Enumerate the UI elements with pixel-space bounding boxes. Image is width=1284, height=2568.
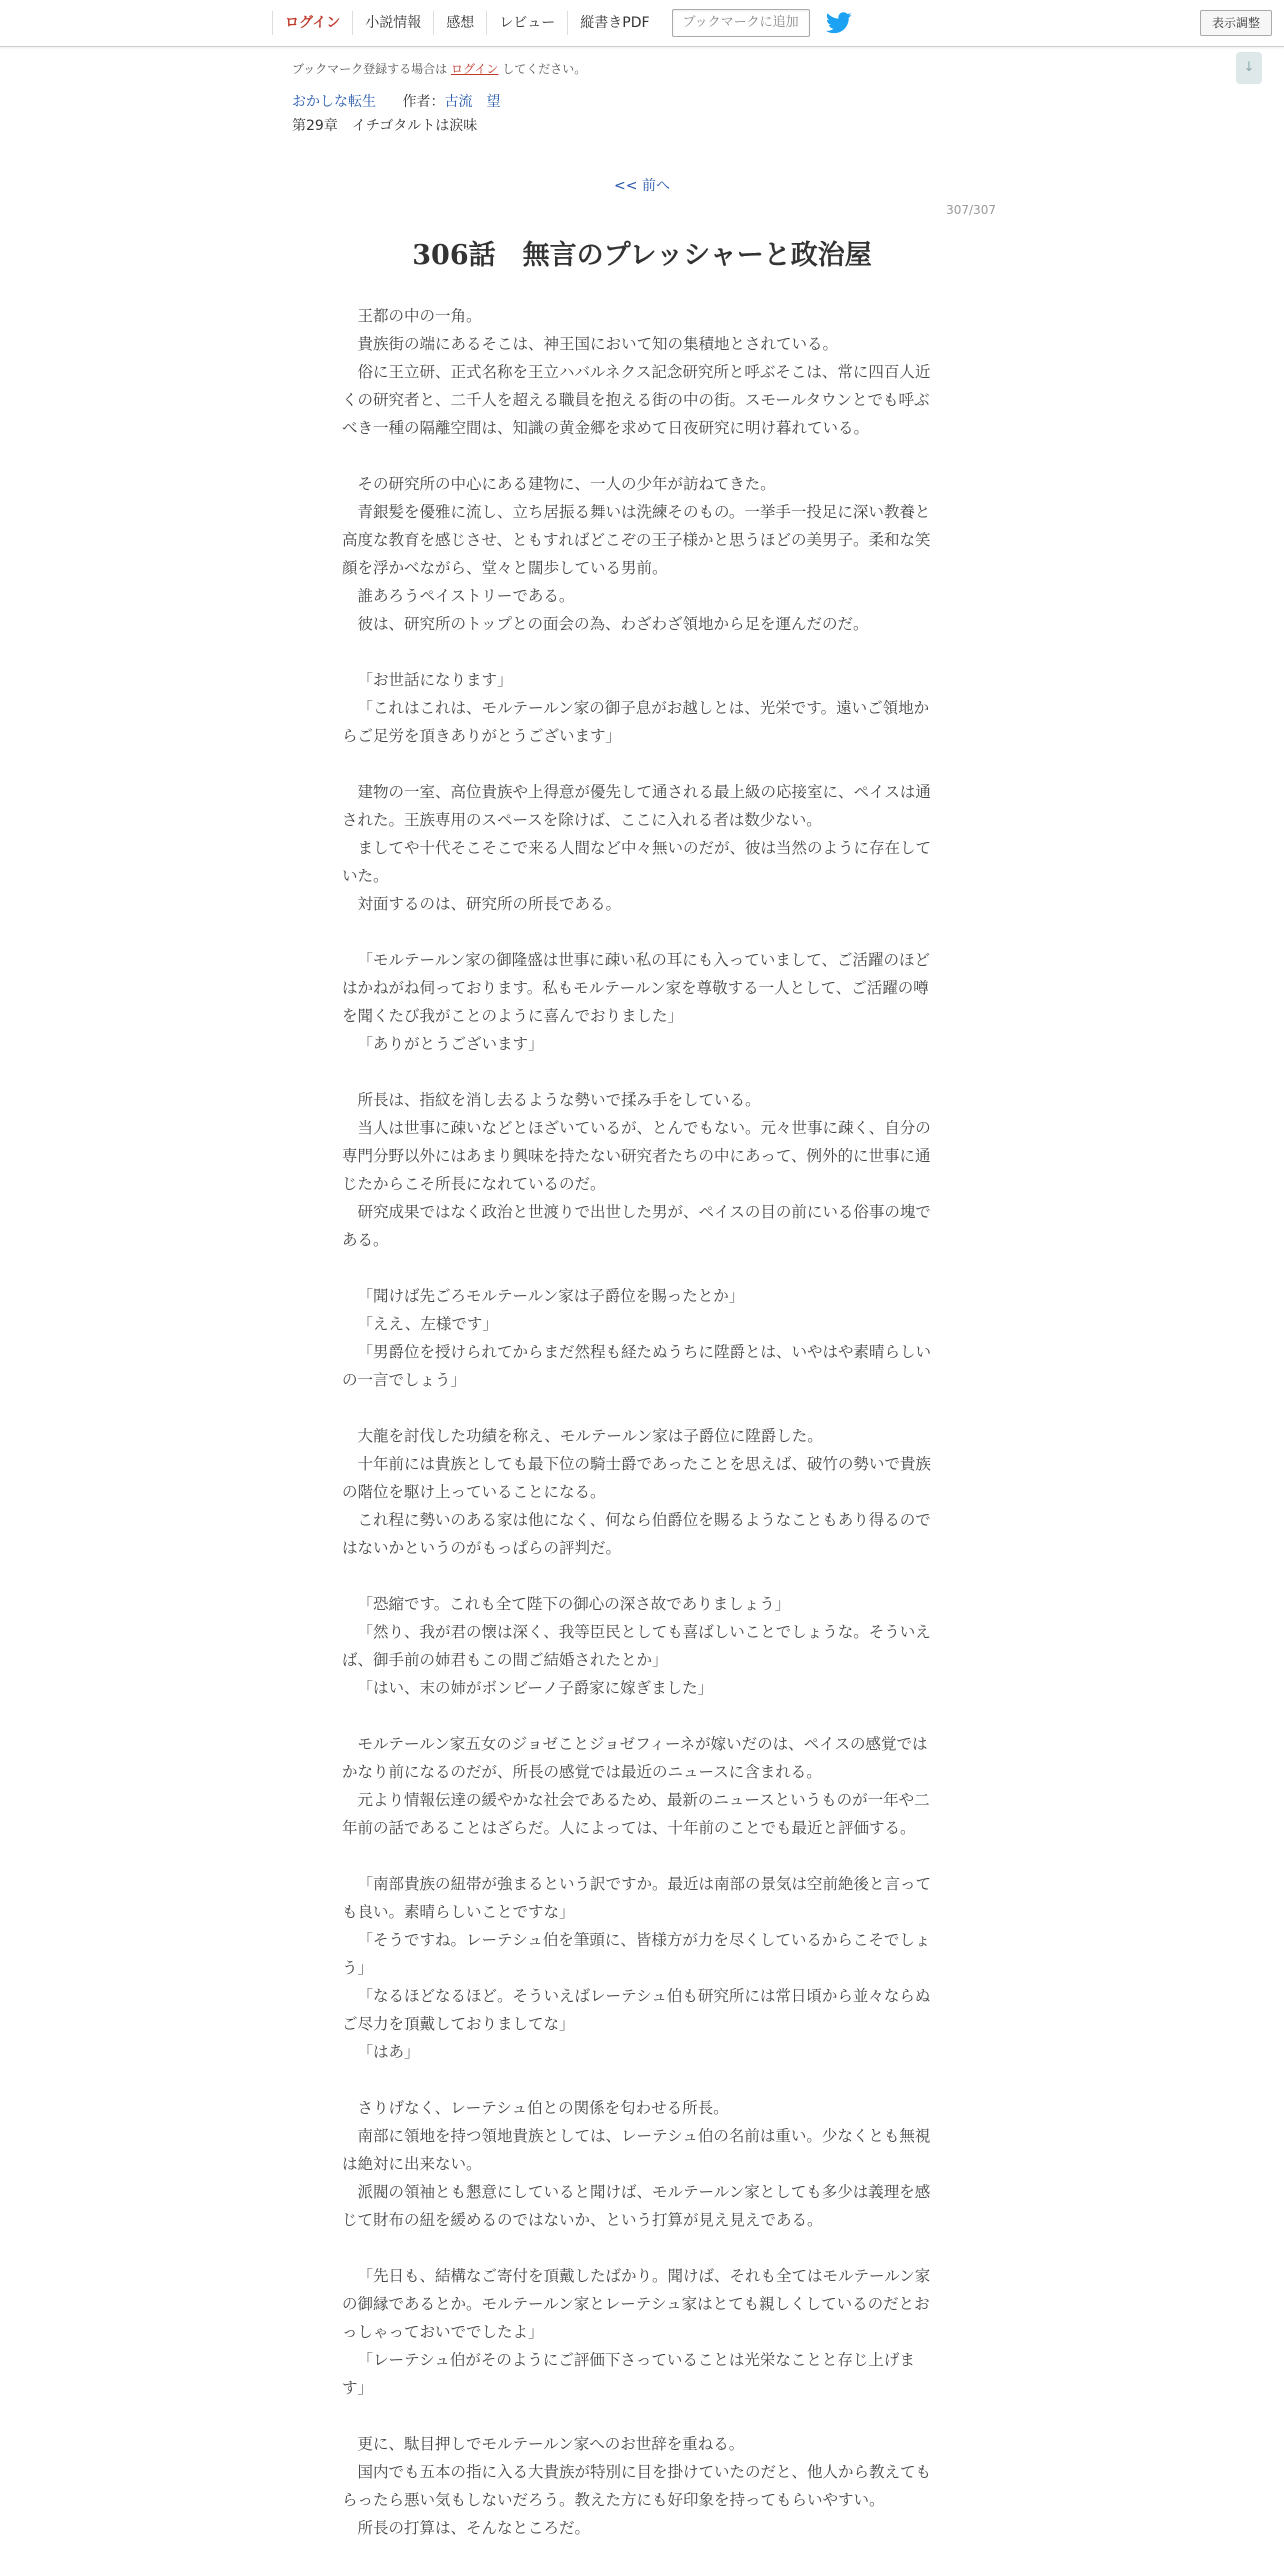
body-paragraph: 「ありがとうございます」 [357,1035,544,1053]
body-paragraph: 更に、駄目押しでモルテールン家へのお世辞を重ねる。 [357,2435,745,2453]
body-paragraph: 所長の打算は、そんなところだ。 [357,2519,591,2537]
episode-title: 306話 無言のプレッシャーと政治屋 [412,240,872,271]
body-paragraph: 「モルテールン家の御隆盛は世事に疎い私の耳にも入っていまして、ご活躍のほどはかねがね伺っております。私もモルテールン家を尊敬する一人として、ご活躍の噂を聞くたび我がことのように喜んでおりました」 [342,951,930,1025]
blank-line [342,2402,934,2430]
blank-line [342,1394,934,1422]
body-paragraph: 「なるほどなるほど。そういえばレーテシュ伯も研究所には常日頃から並々ならぬご尽力を頂戴しておりましてな」 [342,1987,931,2033]
body-paragraph: 「先日も、結構なご寄付を頂戴したばかり。聞けば、それも全てはモルテールン家の御縁であるとか。モルテールン家とレーテシュ家はとても親しくしているのだとおっしゃっておいででしたよ」 [342,2267,931,2341]
body-paragraph: 研究成果ではなく政治と世渡りで出世した男が、ペイスの目の前にいる俗事の塊である。 [342,1203,931,1249]
body-paragraph: 「お世話になります」 [357,671,513,689]
author-label: 作者： [402,94,445,110]
work-info [292,60,992,136]
work-title-line [292,92,992,112]
body-paragraph: 「然り、我が君の懐は深く、我等臣民としても喜ばしいことでしょうな。そういえば、御手前の姉君もこの間ご結婚されたとか」 [342,1623,931,1669]
body-paragraph: 建物の一室、高位貴族や上得意が優先して通される最上級の応接室に、ペイスは通された。王族専用のスペースを除けば、ここに入れる者は数少ない。 [342,783,931,829]
chapter-title: 第29章 イチゴタルトは涙味 [292,118,478,134]
body-paragraph: 「そうですね。レーテシュ伯を筆頭に、皆様方が力を尽くしているからこそでしょう」 [342,1931,931,1977]
body-paragraph: 彼は、研究所のトップとの面会の為、わざわざ領地から足を運んだのだ。 [357,615,869,633]
add-bookmark-button[interactable]: ブックマークに追加 [672,9,810,37]
work-title-link[interactable]: おかしな転生 [292,94,376,110]
body-paragraph: 「これはこれは、モルテールン家の御子息がお越しとは、光栄です。遠いご領地からご足労を頂きありがとうございます」 [342,699,930,745]
nav-impressions-link[interactable]: 感想 [433,11,486,35]
body-paragraph: 「はい、末の姉がボンビーノ子爵家に嫁ぎました」 [357,1679,714,1697]
body-paragraph: 対面するのは、研究所の所長である。 [357,895,622,913]
blank-line [342,750,934,778]
blank-line [342,638,934,666]
bookmark-note-text: ブックマーク登録する場合は [292,62,448,76]
blank-line [342,1702,934,1730]
nav-review-link[interactable]: レビュー [486,11,567,35]
nav-vertical-pdf-link[interactable]: 縦書きPDF [567,11,661,35]
body-paragraph: モルテールン家五女のジョゼことジョゼフィーネが嫁いだのは、ペイスの感覚ではかなり前になるのだが、所長の感覚では最近のニュースに含まれる。 [342,1735,928,1781]
bookmark-note-text-after: してください。 [502,62,587,76]
main-nav [272,0,854,46]
body-paragraph: 「南部貴族の紐帯が強まるという訳ですか。最近は南部の景気は空前絶後と言っても良い。素晴らしいことですな」 [342,1875,932,1921]
body-paragraph: 派閥の領袖とも懇意にしていると聞けば、モルテールン家としても多少は義理を感じて財布の紐を緩めるのではないか、という打算が見え見えである。 [342,2183,931,2229]
body-paragraph: 王都の中の一角。 [357,307,482,325]
twitter-bird-icon [826,12,852,34]
display-settings-button[interactable]: 表示調整 [1200,10,1272,36]
body-paragraph: 国内でも五本の指に入る大貴族が特別に目を掛けていたのだと、他人から教えてもらったら悪い気もしないだろう。教えた方にも好印象を持ってもらいやすい。 [342,2463,932,2509]
top-navigation-bar [0,0,1284,47]
bookmark-login-note [292,60,992,78]
blank-line [342,442,934,470]
previous-episode-link[interactable]: << 前へ [614,178,670,194]
nav-login-link[interactable]: ログイン [272,11,352,35]
body-paragraph: その研究所の中心にある建物に、一人の少年が訪ねてきた。 [357,475,776,493]
twitter-icon[interactable] [826,11,854,35]
novel-body-text [342,302,934,2542]
body-paragraph: 俗に王立研、正式名称を王立ハバルネクス記念研究所と呼ぶそこは、常に四百人近くの研究者と、二千人を超える職員を抱える街の中の街。スモールタウンとでも呼ぶべき一種の隔離空間は、知識の黄金郷を求めて日夜研究に明け暮れている。 [342,363,931,437]
body-paragraph: 南部に領地を持つ領地貴族としては、レーテシュ伯の名前は重い。少なくとも無視は絶対に出来ない。 [342,2127,931,2173]
body-paragraph: 十年前には貴族としても最下位の騎士爵であったことを思えば、破竹の勢いで貴族の階位を駆け上っていることになる。 [342,1455,931,1501]
blank-line [342,1254,934,1282]
bookmark-login-link[interactable]: ログイン [451,62,499,76]
body-paragraph: 当人は世事に疎いなどとほざいているが、とんでもない。元々世事に疎く、自分の専門分野以外にはあまり興味を持たない研究者たちの中にあって、例外的に世事に通じたからこそ所長になれているのだ。 [342,1119,931,1193]
body-paragraph: 所長は、指紋を消し去るような勢いで揉み手をしている。 [357,1091,761,1109]
body-paragraph: 「男爵位を授けられてからまだ然程も経たぬうちに陞爵とは、いやはや素晴らしいの一言でしょう」 [342,1343,932,1389]
body-paragraph: 「恐縮です。これも全て陛下の御心の深さ故でありましょう」 [357,1595,791,1613]
episode-page-count: 307/307 [946,203,996,217]
body-paragraph: 「はあ」 [357,2043,420,2061]
blank-line [342,1842,934,1870]
body-paragraph: 元より情報伝達の緩やかな社会であるため、最新のニュースというものが一年や二年前の話であることはざらだ。人によっては、十年前のことでも最近と評価する。 [342,1791,930,1837]
blank-line [342,2234,934,2262]
blank-line [342,1562,934,1590]
body-paragraph: 貴族街の端にあるそこは、神王国において知の集積地とされている。 [357,335,839,353]
body-paragraph: 青銀髪を優雅に流し、立ち居振る舞いは洗練そのもの。一挙手一投足に深い教養と高度な教育を感じさせ、ともすればどこぞの王子様かと思うほどの美男子。柔和な笑顔を浮かべながら、堂々と闊歩している男前。 [342,503,931,577]
blank-line [342,2066,934,2094]
scroll-down-button[interactable]: ↓ [1236,52,1262,84]
body-paragraph: 「聞けば先ごろモルテールン家は子爵位を賜ったとか」 [357,1287,745,1305]
body-paragraph: 「レーテシュ伯がそのようにご評価下さっていることは光栄なことと存じ上げます」 [342,2351,915,2397]
nav-novel-info-link[interactable]: 小説情報 [352,11,433,35]
body-paragraph: ましてや十代そこそこで来る人間など中々無いのだが、彼は当然のように存在していた。 [342,839,932,885]
body-paragraph: これ程に勢いのある家は他になく、何なら伯爵位を賜るようなこともあり得るのではないかというのがもっぱらの評判だ。 [342,1511,931,1557]
blank-line [342,1058,934,1086]
author-name-link[interactable]: 古流 望 [444,94,501,110]
body-paragraph: 誰あろうペイストリーである。 [357,587,575,605]
body-paragraph: さりげなく、レーテシュ伯との関係を匂わせる所長。 [357,2099,729,2117]
body-paragraph: 「ええ、左様です」 [357,1315,498,1333]
blank-line [342,918,934,946]
body-paragraph: 大龍を討伐した功績を称え、モルテールン家は子爵位に陞爵した。 [357,1427,823,1445]
